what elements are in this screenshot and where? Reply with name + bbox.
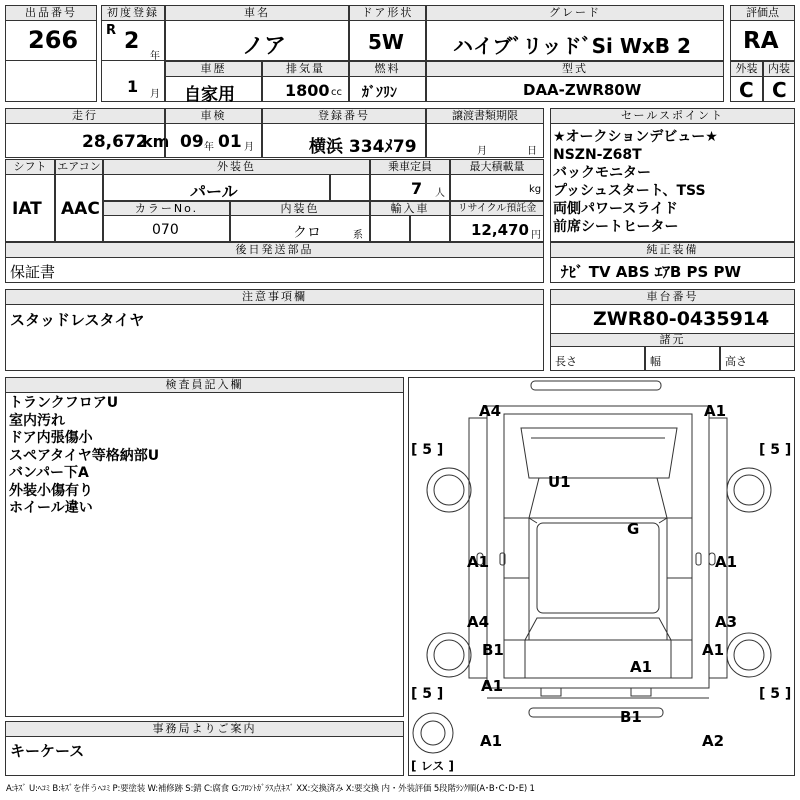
equip-label: 純正装備 xyxy=(550,242,795,258)
ext-label: 外装 xyxy=(730,61,763,77)
color-label: 外装色 xyxy=(103,159,370,175)
mark-a1-left2: A1 xyxy=(481,677,504,695)
ac: AAC xyxy=(61,199,100,219)
first-reg-year-cell xyxy=(101,20,165,61)
tire-tread-front-right: [ 5 ] xyxy=(759,442,792,458)
mark-a4-top: A4 xyxy=(479,402,502,420)
inspector-note-item: 外装小傷有り xyxy=(9,482,93,499)
inspector-label: 検査員記入欄 xyxy=(5,377,404,393)
plate-label: 登録番号 xyxy=(262,108,426,124)
int-score: C xyxy=(772,78,787,102)
mileage-label: 走行 xyxy=(5,108,165,124)
inspector-cell xyxy=(5,392,404,717)
int-cell xyxy=(763,76,795,102)
mileage-cell xyxy=(5,123,170,158)
fuel: ｶﾞｿﾘﾝ xyxy=(362,85,397,101)
length-cell xyxy=(550,346,645,371)
mark-b1-bottom: B1 xyxy=(620,708,642,726)
model: DAA-ZWR80W xyxy=(523,81,642,99)
import-cell-b xyxy=(410,215,450,242)
equip-value: ﾅﾋﾞ TV ABS ｴｱB PS PW xyxy=(561,263,742,281)
hood xyxy=(521,428,677,478)
year-unit: 年 xyxy=(150,51,160,62)
grade-cell xyxy=(426,20,724,61)
office-label: 事務局よりご案内 xyxy=(5,721,404,737)
chassis-value: ZWR80-0435914 xyxy=(593,308,770,330)
load-label: 最大積載量 xyxy=(450,159,544,175)
width-label: 幅 xyxy=(650,355,661,368)
mark-a2-bottom-right: A2 xyxy=(702,732,725,750)
insp-month: 01 xyxy=(218,132,242,152)
mark-g: G xyxy=(627,520,640,538)
rear-glass xyxy=(525,618,671,640)
displacement-unit: cc xyxy=(331,87,342,98)
inspection-label: 車検 xyxy=(165,108,262,124)
mileage-unit: km xyxy=(142,132,170,151)
sales-point-item: ★オークションデビュー★ xyxy=(553,129,718,145)
left-doors xyxy=(504,518,529,640)
int-label: 内装 xyxy=(763,61,795,77)
car-diagram xyxy=(408,377,795,776)
mark-u1: U1 xyxy=(548,473,571,491)
displacement-cell xyxy=(262,76,349,102)
inspector-note-item: ホイール違い xyxy=(9,500,93,516)
capacity-cell xyxy=(370,174,450,201)
transfer-month: 月 xyxy=(477,146,487,157)
mark-a3-right: A3 xyxy=(715,613,738,631)
ac-cell xyxy=(55,174,103,242)
load-unit: kg xyxy=(529,184,542,195)
sales-point-item: NSZN-Z68T xyxy=(553,147,642,163)
mark-a1-top: A1 xyxy=(704,402,727,420)
color-no-label: カラーNo. xyxy=(103,201,230,216)
ext-cell xyxy=(730,76,763,102)
legend: A:ｷｽﾞ U:ﾍｺﾐ B:ｷｽﾞを伴うﾍｺﾐ P:要塗装 W:補修跡 S:錆 C:腐食 G:ﾌﾛﾝﾄｶﾞﾗｽ点ｷｽﾞ XX:交換済み X:要交換 内・外装評価 5段階ﾗﾝｸ順(A･B･C･D･E) 1 xyxy=(6,784,535,794)
width-cell xyxy=(645,346,720,371)
capacity-label: 乗車定員 xyxy=(370,159,450,175)
plate: 横浜 334ﾒ79 xyxy=(309,137,417,157)
door-cell xyxy=(349,20,426,61)
first-reg-label: 初度登録 xyxy=(101,5,165,21)
color: パール xyxy=(190,182,238,201)
era: R xyxy=(106,23,117,38)
color-blank xyxy=(330,174,370,201)
lot-no: 266 xyxy=(28,26,79,54)
office-value: キーケース xyxy=(10,742,85,760)
history: 自家用 xyxy=(184,85,235,105)
height-cell xyxy=(720,346,795,371)
interior-label: 内装色 xyxy=(230,201,370,216)
mark-a4-left: A4 xyxy=(467,613,490,631)
notes-label: 注意事項欄 xyxy=(5,289,544,305)
score-label: 評価点 xyxy=(730,5,795,21)
spare-tire-status: [ レス ] xyxy=(411,759,454,773)
lot-no-blank xyxy=(5,60,97,102)
door: 5W xyxy=(368,30,404,54)
lamp-right xyxy=(631,688,651,696)
sales-point-item: 前席シートヒーター xyxy=(553,219,679,235)
tire-tread-rear-right: [ 5 ] xyxy=(759,686,792,702)
car-diagram-svg xyxy=(409,378,794,775)
first-reg-month-cell xyxy=(101,60,165,102)
equip-cell xyxy=(550,257,795,283)
parts-label: 後日発送部品 xyxy=(5,242,544,258)
inspection-cell xyxy=(165,123,262,158)
door-label: ドア形状 xyxy=(349,5,426,21)
inspector-note-item: ドア内張傷小 xyxy=(9,430,93,446)
interior-unit: 系 xyxy=(353,230,363,241)
import-cell-a xyxy=(370,215,410,242)
roof xyxy=(537,523,659,613)
insp-month-unit: 月 xyxy=(244,142,254,153)
notes-cell xyxy=(5,304,544,371)
month-unit: 月 xyxy=(150,89,160,100)
right-doors xyxy=(667,518,692,640)
model-cell xyxy=(426,76,724,102)
fuel-cell xyxy=(349,76,426,102)
insp-year: 09 xyxy=(180,132,204,152)
length-label: 長さ xyxy=(555,355,577,368)
tire-tread-rear-left: [ 5 ] xyxy=(411,686,444,702)
color-no: 070 xyxy=(152,222,179,238)
transfer-cell xyxy=(426,123,544,158)
sales-points-list xyxy=(553,128,718,236)
transfer-label: 譲渡書類期限 xyxy=(426,108,544,124)
displacement: 1800 xyxy=(285,81,330,100)
body-outline xyxy=(487,406,709,688)
parts-cell xyxy=(5,257,544,283)
recycle-cell xyxy=(450,215,544,242)
shift-label: シフト xyxy=(5,159,55,175)
inspector-note-item: バンパー下A xyxy=(9,465,89,481)
height-label: 高さ xyxy=(725,355,747,368)
inspector-note-item: スペアタイヤ等格納部U xyxy=(9,447,160,464)
notes-value: スタッドレスタイヤ xyxy=(10,311,145,329)
displacement-label: 排気量 xyxy=(262,61,349,77)
recycle-label: リサイクル預託金 xyxy=(450,201,544,216)
sales-label: セールスポイント xyxy=(550,108,795,124)
sales-point-item: プッシュスタート、TSS xyxy=(553,183,706,199)
spare-tire xyxy=(413,713,453,753)
reg-year: 2 xyxy=(124,29,140,54)
inspector-notes-list xyxy=(9,395,159,518)
mark-b1-left: B1 xyxy=(482,641,504,659)
insp-year-unit: 年 xyxy=(204,142,214,153)
history-cell xyxy=(165,76,262,105)
interior: クロ xyxy=(293,225,321,241)
mark-a1-right2: A1 xyxy=(702,641,725,659)
shift: IAT xyxy=(12,199,42,219)
grade-label: グレード xyxy=(426,5,724,21)
chassis-label: 車台番号 xyxy=(550,289,795,305)
name-label: 車名 xyxy=(165,5,349,21)
front-bumper-bar xyxy=(531,381,661,390)
lot-no-label: 出品番号 xyxy=(5,5,97,21)
lot-no-cell xyxy=(5,20,97,61)
right-side xyxy=(709,418,727,678)
transfer-day: 日 xyxy=(527,146,537,157)
import-label: 輸入車 xyxy=(370,201,450,216)
capacity-unit: 人 xyxy=(435,188,445,199)
mark-a1-right: A1 xyxy=(715,553,738,571)
shift-cell xyxy=(5,174,55,242)
recycle: 12,470 xyxy=(471,221,529,239)
color-no-cell xyxy=(103,215,230,242)
sales-point-item: バックモニター xyxy=(553,165,651,181)
plate-cell xyxy=(262,123,426,158)
spec-label: 諸元 xyxy=(550,333,795,347)
ac-label: エアコン xyxy=(55,159,103,175)
mark-a1-bottom-left: A1 xyxy=(480,732,503,750)
capacity: 7 xyxy=(411,179,423,198)
body-inner xyxy=(504,414,692,678)
recycle-unit: 円 xyxy=(531,230,541,241)
chassis-cell xyxy=(550,304,795,334)
score-cell xyxy=(730,20,795,61)
load-cell xyxy=(450,174,544,201)
reg-month: 1 xyxy=(127,77,139,96)
mileage: 28,672 xyxy=(82,132,148,152)
model-label: 型式 xyxy=(426,61,724,77)
rear-bumper-bar xyxy=(529,708,663,717)
score: RA xyxy=(743,28,779,54)
parts-value: 保証書 xyxy=(10,263,56,281)
mark-a1-center: A1 xyxy=(630,658,653,676)
mark-a1-left: A1 xyxy=(467,553,490,571)
name-cell xyxy=(165,20,349,61)
grade: ハイブﾞリッドﾞSi WxB 2 xyxy=(453,34,691,58)
office-cell xyxy=(5,736,404,776)
inspector-note-item: トランクフロアU xyxy=(9,395,119,411)
color-cell xyxy=(103,174,330,201)
car-name: ノア xyxy=(242,34,287,59)
tire-tread-front-left: [ 5 ] xyxy=(411,442,444,458)
left-side xyxy=(467,418,490,678)
sales-cell xyxy=(550,123,795,242)
fuel-label: 燃料 xyxy=(349,61,426,77)
inspector-note-item: 室内汚れ xyxy=(9,412,65,429)
ext-score: C xyxy=(739,78,754,102)
history-label: 車歴 xyxy=(165,61,262,77)
interior-cell xyxy=(230,215,370,242)
lamp-left xyxy=(541,688,561,696)
sales-point-item: 両側パワースライド xyxy=(553,201,678,217)
